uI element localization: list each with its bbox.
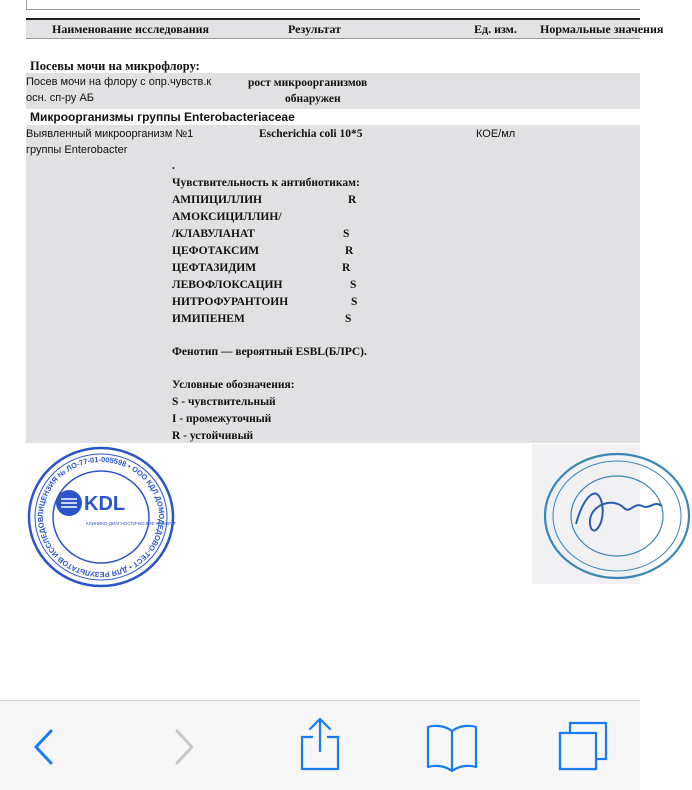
antibiotic-name: ЛЕВОФЛОКСАЦИН	[172, 279, 283, 291]
antibiotic-name: /КЛАВУЛАНАТ	[172, 228, 255, 240]
signature-stamp-panel	[532, 444, 640, 584]
antibiotic-name: АМПИЦИЛЛИН	[172, 194, 262, 206]
urine-result-line2: обнаружен	[285, 93, 341, 105]
back-button[interactable]	[26, 725, 62, 769]
share-button[interactable]	[296, 715, 344, 771]
antibiotic-result: S	[351, 296, 358, 308]
organism-unit: КОЕ/мл	[476, 128, 516, 140]
signature-stamp	[532, 444, 692, 594]
organism-result: Escherichia coli 10*5	[259, 128, 363, 140]
urine-result-line1: рост микроорганизмов	[248, 77, 368, 89]
kdl-stamp	[26, 445, 176, 590]
header-norm: Нормальные значения	[540, 22, 664, 36]
stamp-sub-text: КЛИНИКО-ДИАГНОСТИЧЕСКИЕ ЛАБОРАТ	[86, 521, 176, 526]
antibiotic-name: ЦЕФТАЗИДИМ	[172, 262, 257, 274]
legend-resistant: R - устойчивый	[172, 430, 254, 442]
header-result: Результат	[288, 22, 342, 36]
tabs-button[interactable]	[556, 719, 610, 773]
share-icon	[296, 715, 344, 771]
legend-title: Условные обозначения:	[172, 379, 295, 391]
antibiotic-name: НИТРОФУРАНТОИН	[172, 296, 289, 308]
phenotype-text: Фенотип — вероятный ESBL(БЛРС).	[172, 346, 367, 358]
antibiotics-title: Чувствительность к антибиотикам:	[172, 177, 360, 189]
results-block	[26, 125, 640, 443]
antibiotic-name: АМОКСИЦИЛЛИН/	[172, 211, 282, 223]
legend-sensitive: S - чувствительный	[172, 396, 276, 408]
forward-button[interactable]	[166, 725, 202, 769]
section-title-enterobacteriaceae: Микроорганизмы группы Enterobacteriaceae	[30, 110, 295, 124]
organism-test-line1: Выявленный микроорганизм №1	[26, 128, 194, 140]
antibiotic-result: R	[348, 194, 357, 206]
antibiotic-result: R	[342, 262, 351, 274]
book-icon	[424, 721, 480, 773]
bookmarks-button[interactable]	[424, 721, 480, 773]
table-top-frame	[26, 0, 640, 10]
antibiotic-result: S	[350, 279, 357, 291]
section-title-urine: Посевы мочи на микрофлору:	[30, 59, 200, 73]
urine-test-name-line1: Посев мочи на флору с опр.чувств.к	[26, 76, 212, 88]
separator-dot: .	[172, 160, 175, 172]
chevron-left-icon	[26, 725, 62, 769]
header-test-name: Наименование исследования	[52, 22, 210, 36]
legend-intermediate: I - промежуточный	[172, 413, 272, 425]
organism-test-line2: группы Enterobacter	[26, 144, 128, 156]
stamp-ring-text: ЛИЦЕНЗИЯ № ЛО-77-01-005598 • ООО КДЛ ДОМОДЕДОВО-ТЕСТ • ДЛЯ РЕЗУЛЬТАТОВ ИССЛЕДОВ	[35, 454, 167, 580]
header-unit: Ед. изм.	[474, 22, 517, 36]
chevron-right-icon	[166, 725, 202, 769]
antibiotic-name: ИМИПЕНЕМ	[172, 313, 245, 325]
browser-toolbar	[0, 700, 640, 790]
urine-test-name-line2: осн. сп-ру АБ	[26, 92, 95, 104]
kdl-logo-icon	[56, 490, 82, 516]
table-header	[26, 18, 664, 39]
stamp-logo-text: KDL	[84, 493, 126, 515]
antibiotic-result: R	[345, 245, 354, 257]
antibiotic-result: S	[345, 313, 352, 325]
antibiotic-result: S	[343, 228, 350, 240]
tabs-icon	[556, 719, 610, 773]
antibiotic-name: ЦЕФОТАКСИМ	[172, 245, 260, 257]
